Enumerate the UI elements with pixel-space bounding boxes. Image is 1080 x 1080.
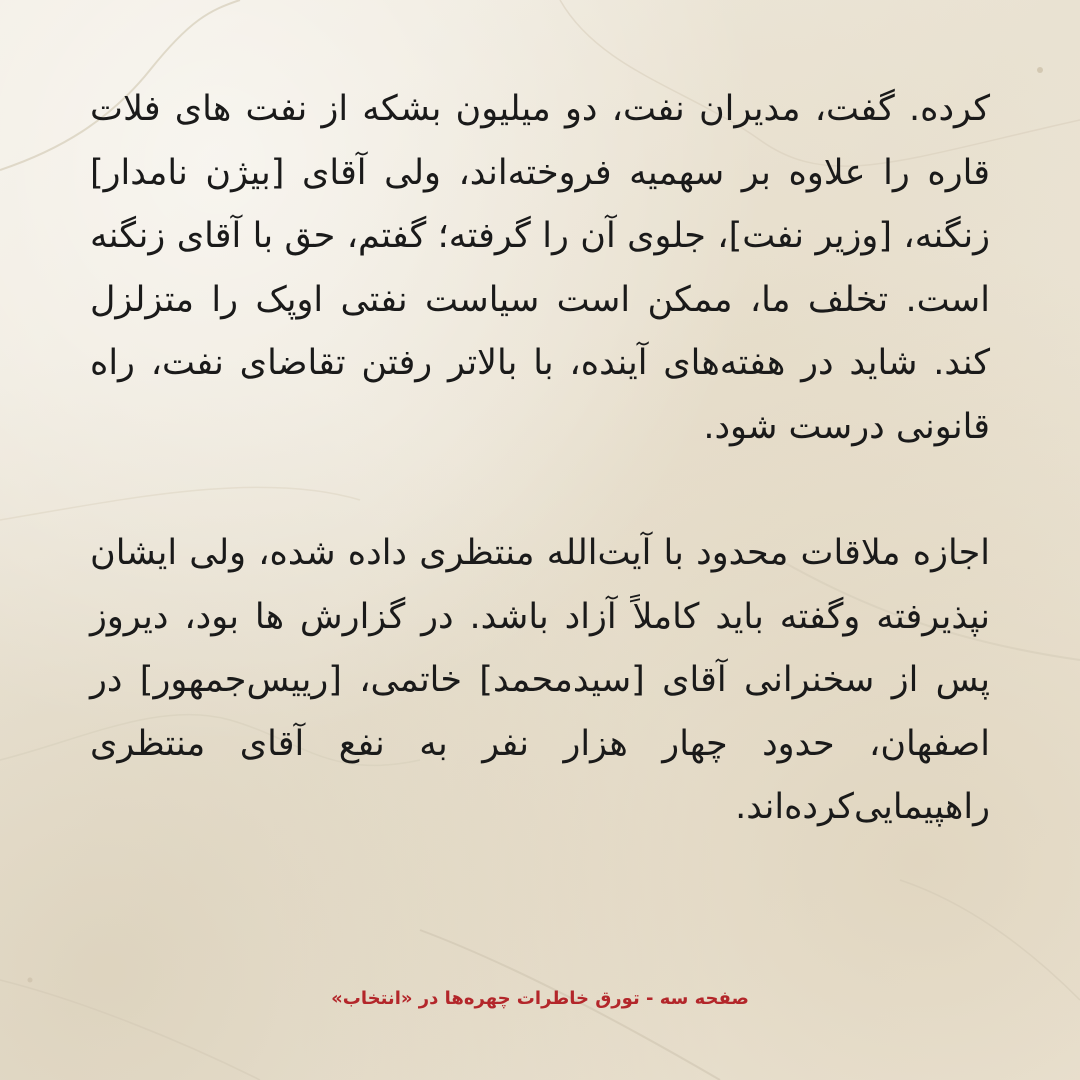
paragraph-1: کرده. گفت، مدیران نفت، دو میلیون بشکه از نفت های فلات قاره را علاوه بر سهمیه فروخته‌اند، ولی آقای [بیژن نامدار] زنگنه، [وزیر نفت]، جلوی آن را گرفته؛ گفتم، حق با آقای زنگنه است. تخلف ما، ممکن است سیاست نفتی اوپک را متزلزل کند. شاید در هفته‌های آینده، با بالاتر رفتن تقاضای نفت، راه قانونی درست شود. [90, 89, 990, 447]
footer-caption: صفحه سه - تورق خاطرات چهره‌ها در «انتخاب» [331, 988, 749, 1009]
paragraph-2: اجازه ملاقات محدود با آیت‌الله منتظری داده شده، ولی ایشان نپذیرفته وگفته باید کاملاً آزاد باشد. در گزارش ها بود، دیروز پس از سخنرانی آقای [سیدمحمد] خاتمی، [رییس‌جمهور] در اصفهان، حدود چهار هزار نفر به نفع آقای منتظری راهپیمایی‌کرده‌اند. [90, 533, 990, 827]
article-body [90, 78, 990, 840]
